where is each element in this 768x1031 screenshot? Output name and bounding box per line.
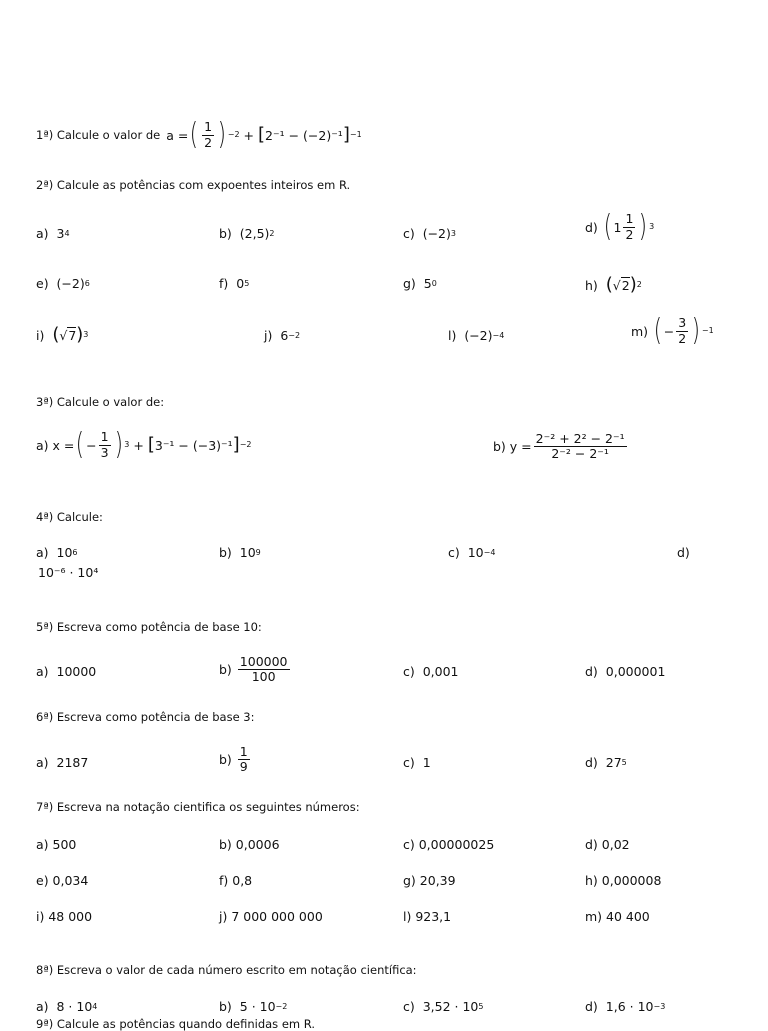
q8-item-b: b) 5 · 10 −2: [219, 999, 288, 1014]
q6-item-d: d) 27 5: [585, 755, 627, 770]
q7-item: e) 0,034: [36, 873, 89, 888]
q7-item: f) 0,8: [219, 873, 253, 888]
q8-item-c: c) 3,52 · 10 5: [403, 999, 484, 1014]
q2-item-g: g) 5 0: [403, 276, 437, 291]
q7-item: m) 40 400: [585, 909, 650, 924]
q8-item-a: a) 8 · 10 4: [36, 999, 98, 1014]
q2-item-h: h) ( √ 2 ) 2: [585, 274, 642, 295]
fraction: $\frac{1}{2}$: [204, 119, 213, 150]
question-4-label: 4ª) Calcule:: [36, 510, 103, 524]
q7-item: c) 0,00000025: [403, 837, 495, 852]
q7-item: g) 20,39: [403, 873, 456, 888]
q2-item-l: l) (−2) −4: [448, 328, 505, 343]
q3-item-b: b) y = $\frac{\text{2⁻² + 2² − 2⁻¹}}{\text{2⁻² − 2⁻¹}}$: [493, 431, 625, 462]
q6-item-a: a) 2187: [36, 755, 89, 770]
q2-item-m: m) ( − $\frac{3}{2}$ ) −1: [631, 313, 714, 348]
q2-item-c: c) (−2) 3: [403, 226, 456, 241]
question-8-label: 8ª) Escreva o valor de cada número escrito em notação científica:: [36, 963, 417, 977]
q6-item-b: b) $\frac{1}{9}$: [219, 744, 248, 775]
q2-item-j: j) 6 −2: [264, 328, 301, 343]
q7-item: b) 0,0006: [219, 837, 280, 852]
question-1-label: 1ª) Calcule o valor de: [36, 128, 161, 142]
q4-item-c: c) 10 −4: [448, 545, 496, 560]
q4-item-b: b) 10 9: [219, 545, 261, 560]
q7-item: d) 0,02: [585, 837, 630, 852]
q4-item-a: a) 10 6: [36, 545, 78, 560]
q2-item-b: b) (2,5) 2: [219, 226, 275, 241]
q3-item-a: a) x = ( − $\frac{1}{3}$ ) 3 + [ 3⁻¹ − (−3)⁻¹ ] −2: [36, 427, 252, 462]
q7-item: a) 500: [36, 837, 77, 852]
question-5-label: 5ª) Escreva como potência de base 10:: [36, 620, 262, 634]
q4-item-d-letter: d): [677, 545, 690, 560]
question-2-label: 2ª) Calcule as potências com expoentes inteiros em R.: [36, 178, 351, 192]
close-paren: ): [217, 117, 226, 152]
question-3-label: 3ª) Calcule o valor de:: [36, 395, 165, 409]
q5-item-c: c) 0,001: [403, 664, 459, 679]
q7-item: i) 48 000: [36, 909, 93, 924]
q7-item: l) 923,1: [403, 909, 452, 924]
q4-item-d-expr: 10⁻⁶ · 10⁴: [38, 565, 99, 580]
equation-lhs: a =: [166, 127, 189, 143]
q7-item: h) 0,000008: [585, 873, 662, 888]
bracket-expression: 2⁻¹ − (−2)⁻¹: [265, 127, 343, 143]
question-1: 1ª) Calcule o valor de a = ( $\frac{1}{2}$ ) −2 + [ 2⁻¹ − (−2)⁻¹ ] −1: [36, 117, 362, 152]
question-6-label: 6ª) Escreva como potência de base 3:: [36, 710, 255, 724]
plus-sign: +: [243, 127, 255, 143]
q2-item-i: i) ( √ 7 ) 3: [36, 324, 89, 345]
q5-item-d: d) 0,000001: [585, 664, 666, 679]
q2-item-d: d) ( 1 $\frac{1}{2}$ ) 3: [585, 209, 655, 244]
open-paren: (: [190, 117, 199, 152]
q8-item-d: d) 1,6 · 10 −3: [585, 999, 666, 1014]
q6-item-c: c) 1: [403, 755, 431, 770]
q5-item-a: a) 10000: [36, 664, 97, 679]
q2-item-e: e) (−2) 6: [36, 276, 90, 291]
q7-item: j) 7 000 000 000: [219, 909, 323, 924]
question-9-label: 9ª) Calcule as potências quando definidas em R.: [36, 1017, 315, 1031]
question-7-label: 7ª) Escreva na notação cientifica os seguintes números:: [36, 800, 360, 814]
q5-item-b: b) $\frac{100000}{100}$: [219, 654, 288, 685]
q2-item-f: f) 0 5: [219, 276, 250, 291]
q2-item-a: a) 3 4: [36, 226, 70, 241]
